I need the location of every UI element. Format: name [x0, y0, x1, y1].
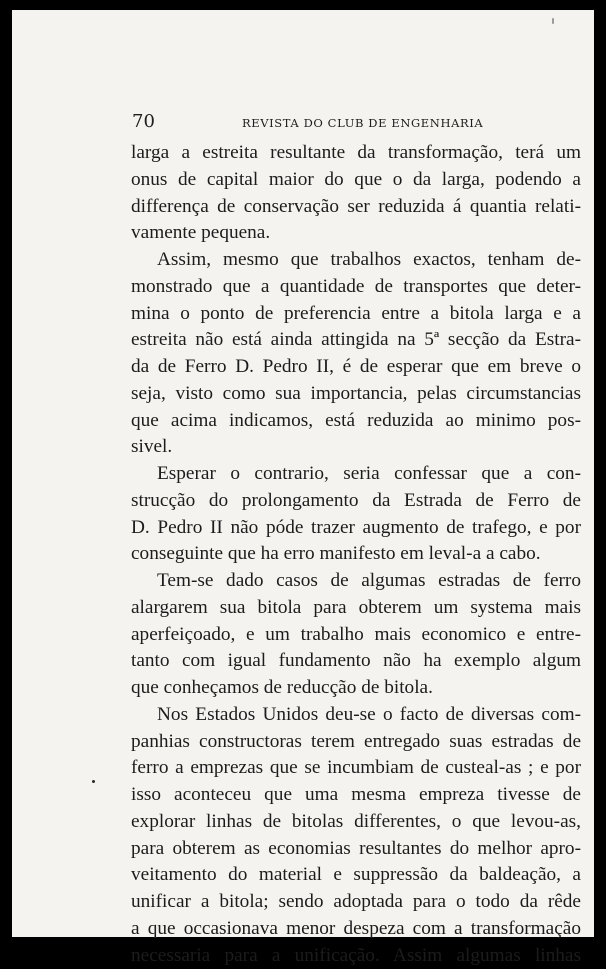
text-line: unificar a bitola; sendo adoptada para o todo da rêde [131, 889, 581, 916]
text-line: estreita não está ainda attingida na 5ª secção da Estra- [131, 327, 581, 354]
text-line: differença de conservação ser reduzida á quantia relati- [131, 194, 581, 221]
paragraph-4 [131, 568, 581, 702]
paragraph-2 [131, 247, 581, 461]
text-line: strucção do prolongamento da Estrada de Ferro de [131, 488, 581, 515]
book-page [12, 10, 594, 937]
ink-speck [552, 18, 554, 24]
text-line: para obterem as economias resultantes do melhor apro- [131, 836, 581, 863]
text-line: veitamento do material e suppressão da baldeação, a [131, 862, 581, 889]
text-line: larga a estreita resultante da transformação, terá um [131, 140, 581, 167]
text-line: aperfeiçoado, e um trabalho mais economico e entre- [131, 622, 581, 649]
text-line: que conheçamos de reducção de bitola. [131, 675, 581, 702]
text-line: vamente pequena. [131, 220, 581, 247]
body-text [131, 140, 581, 969]
paragraph-5 [131, 702, 581, 969]
text-line: conseguinte que ha erro manifesto em leval-a a cabo. [131, 541, 581, 568]
text-line: panhias constructoras terem entregado suas estradas de [131, 729, 581, 756]
text-line: monstrado que a quantidade de transportes que deter- [131, 274, 581, 301]
text-line: Nos Estados Unidos deu-se o facto de diversas com- [131, 702, 581, 729]
text-line: isso aconteceu que uma mesma empreza tivesse de [131, 782, 581, 809]
text-line: explorar linhas de bitolas differentes, o que levou-as, [131, 809, 581, 836]
journal-title: REVISTA DO CLUB DE ENGENHARIA [242, 114, 483, 132]
text-line: ferro a emprezas que se incumbiam de custeal-as ; e por [131, 755, 581, 782]
text-line: tanto com igual fundamento não ha exemplo algum [131, 648, 581, 675]
ink-speck [92, 780, 95, 783]
paragraph-3 [131, 461, 581, 568]
text-line: Esperar o contrario, seria confessar que a con- [131, 461, 581, 488]
paragraph-1 [131, 140, 581, 247]
text-line: da de Ferro D. Pedro II, é de esperar que em breve o [131, 354, 581, 381]
text-line: Assim, mesmo que trabalhos exactos, tenham de- [131, 247, 581, 274]
text-line: necessaria para a unificação. Assim algumas linhas [131, 943, 581, 969]
text-line: seja, visto como sua importancia, pelas circumstancias [131, 381, 581, 408]
text-line: onus de capital maior do que o da larga, podendo a [131, 167, 581, 194]
text-line: Tem-se dado casos de algumas estradas de ferro [131, 568, 581, 595]
running-head [132, 110, 492, 134]
text-line: que acima indicamos, está reduzida ao minimo pos- [131, 408, 581, 435]
page-number: 70 [132, 110, 155, 134]
text-line: a que occasionava menor despeza com a transformação [131, 916, 581, 943]
text-line: sivel. [131, 434, 581, 461]
text-line: D. Pedro II não póde trazer augmento de trafego, e por [131, 515, 581, 542]
text-line: alargarem sua bitola para obterem um systema mais [131, 595, 581, 622]
text-line: mina o ponto de preferencia entre a bitola larga e a [131, 301, 581, 328]
